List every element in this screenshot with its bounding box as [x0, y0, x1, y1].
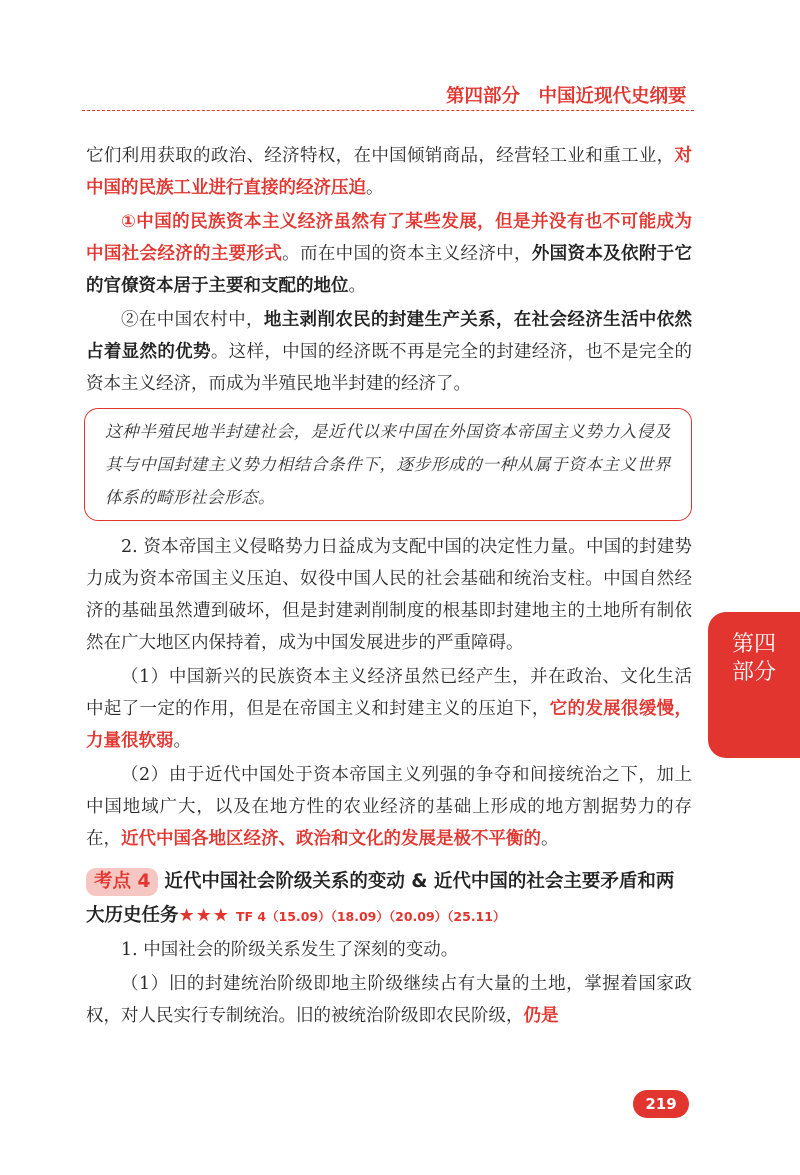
- header-divider: [82, 110, 694, 111]
- section-side-tab: [708, 612, 800, 758]
- exam-point-title: 近代中国社会阶级关系的变动 & 近代中国的社会主要矛盾和两大历史任务: [86, 871, 675, 926]
- side-tab-line-2: 部分: [731, 660, 776, 685]
- paragraph-8: （1）旧的封建统治阶级即地主阶级继续占有大量的土地，掌握着国家政权，对人民实行专制统治。旧的被统治阶级即农民阶级，仍是: [86, 974, 692, 1026]
- exam-point-heading: [86, 865, 692, 934]
- side-tab-line-1: 第四: [731, 632, 776, 657]
- paragraph-5: （1）中国新兴的民族资本主义经济虽然已经产生，并在政治、文化生活中起了一定的作用，但是在帝国主义和封建主义的压迫下，它的发展很缓慢，力量很软弱。: [86, 667, 693, 751]
- exam-frequency: TF 4（15.09）（18.09）（20.09）（25.11）: [235, 909, 506, 924]
- paragraph-7: 1. 中国社会的阶级关系发生了深刻的变动。: [121, 940, 459, 960]
- definition-note-box: 这种半殖民地半封建社会，是近代以来中国在外国资本帝国主义势力入侵及其与中国封建主义势力相结合条件下，逐步形成的一种从属于资本主义世界体系的畸形社会形态。: [84, 408, 692, 521]
- page-number: 219: [633, 1090, 689, 1118]
- page-body: [86, 140, 692, 1034]
- paragraph-1: 它们利用获取的政治、经济特权，在中国倾销商品，经营轻工业和重工业，对中国的民族工业进行直接的经济压迫。: [86, 146, 692, 198]
- paragraph-4: 2. 资本帝国主义侵略势力日益成为支配中国的决定性力量。中国的封建势力成为资本帝国主义压迫、奴役中国人民的社会基础和统治支柱。中国自然经济的基础虽然遭到破坏，但是封建剥削制度的根基即封建地主的土地所有制依然在广大地区内保持着，成为中国发展进步的严重障碍。: [86, 537, 692, 653]
- paragraph-2: ①中国的民族资本主义经济虽然有了某些发展，但是并没有也不可能成为中国社会经济的主要形式。而在中国的资本主义经济中，外国资本及依附于它的官僚资本居于主要和支配的地位。: [86, 212, 693, 296]
- star-rating-icon: ★★★: [178, 905, 230, 926]
- paragraph-3: ②在中国农村中，地主剥削农民的封建生产关系，在社会经济生活中依然占着显然的优势。这样，中国的经济既不再是完全的封建经济，也不是完全的资本主义经济，而成为半殖民地半封建的经济了。: [86, 310, 693, 394]
- page-header-title: 第四部分 中国近现代史纲要: [446, 86, 687, 107]
- exam-point-label: 考点 4: [86, 868, 158, 896]
- paragraph-6: （2）由于近代中国处于资本帝国主义列强的争夺和间接统治之下，加上中国地域广大，以及在地方性的农业经济的基础上形成的地方割据势力的存在，近代中国各地区经济、政治和文化的发展是极不平衡的。: [86, 765, 692, 849]
